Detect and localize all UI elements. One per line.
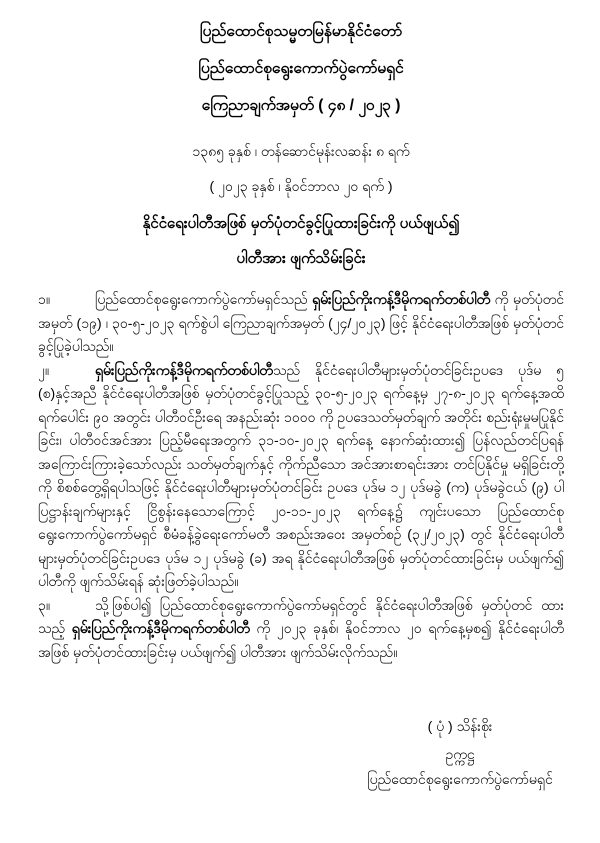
paragraph-1-text-cont: ကို မှတ်ပုံတင်အမှတ် (၁၉) ၊ ၃၀-၅-၂၀၂၃ ရက်စွဲပါ ကြေညာချက်အမှတ် (၂၄/၂၀၂၃) ဖြင့် နိုင်ငံရေးပါတီအဖြစ် မှတ်ပုံတင်ခွင့်ပြုခဲ့ပါသည်။ <box>38 291 564 354</box>
paragraph-2-number: ၂။ <box>38 361 50 378</box>
paragraph-1-number: ၁။ <box>38 291 51 307</box>
subject-line-2: ပါတီအား ဖျက်သိမ်းခြင်း <box>236 250 366 267</box>
announcement-number: ကြေညာချက်အမှတ် ( ၄၈ / ၂၀၂၃ ) <box>201 97 401 114</box>
paragraph-3-text: သို့ဖြစ်ပါ၍ ပြည်ထောင်စုရွေးကောက်ပွဲကော်မရှင်တွင် နိုင်ငံရေးပါတီအဖြစ် မှတ်ပုံတင် ထားသည့် <box>38 596 564 636</box>
paragraph-3-text-cont: ကို ၂၀၂၃ ခုနှစ်၊ နိုဝင်ဘာလ ၂၀ ရက်နေ့မှစ၍ နိုင်ငံရေးပါတီအဖြစ် မှတ်ပုံတင်ထားခြင်းမှ ပယ်ဖျက်၍ ပါတီအား ဖျက်သိမ်းလိုက်သည်။ <box>38 620 564 660</box>
commission-title: ပြည်ထောင်စုရွေးကောက်ပွဲကော်မရှင် <box>198 60 404 77</box>
document-body <box>38 288 564 664</box>
party-name-bold: ရှမ်းပြည်ကိုးကန့်ဒီမိုကရက်တစ်ပါတီ <box>312 291 491 307</box>
paragraph-1-text: ပြည်ထောင်စုရွေးကောက်ပွဲကော်မရှင်သည် <box>95 291 313 307</box>
gregorian-date: ( ၂၀၂၃ ခုနှစ် ၊ နိုဝင်ဘာလ ၂၀ ရက် ) <box>209 178 393 194</box>
paragraph-1 <box>38 288 564 359</box>
signature-organization: ပြည်ထောင်စုရွေးကောက်ပွဲကော်မရှင် <box>367 771 553 787</box>
party-name-bold: ရှမ်းပြည်ကိုးကန့်ဒီမိုကရက်တစ်ပါတီ <box>95 361 273 378</box>
paragraph-2 <box>38 359 564 594</box>
signature-block <box>330 714 590 792</box>
party-name-bold: ရှမ်းပြည်ကိုးကန့်ဒီမိုကရက်တစ်ပါတီ <box>71 620 250 636</box>
paragraph-3-number: ၃။ <box>38 596 51 613</box>
national-title: ပြည်ထောင်စုသမ္မတမြန်မာနိုင်ငံတော် <box>199 23 403 40</box>
signature-position: ဥက္ကဋ္ဌ <box>445 746 475 762</box>
paragraph-3 <box>38 594 564 665</box>
myanmar-era-date: ၁၃၈၅ ခုနှစ် ၊ တန်ဆောင်မုန်းလဆန်း ၈ ရက် <box>192 143 410 159</box>
subject-line-1: နိုင်ငံရေးပါတီအဖြစ် မှတ်ပုံတင်ခွင့်ပြုထားခြင်းကို ပယ်ဖျယ်၍ <box>142 215 460 232</box>
signature-name: ( ပုံ ) သိန်းစိုး <box>427 718 493 734</box>
paragraph-2-text: သည် နိုင်ငံရေးပါတီများမှတ်ပုံတင်ခြင်းဥပဒေ ပုဒ်မ ၅ (စ)နှင့်အညီ နိုင်ငံရေးပါတီအဖြစ် မှတ်ပုံတင်ခွင့်ပြုသည့် ၃၀-၅-၂၀၂၃ ရက်နေ့မှ ၂၇-၈-၂၀၂၃ ရက်နေ့အထိ ရက်ပေါင်း ၉၀ အတွင်း ပါတီဝင်ဦးရေ အနည်းဆုံး ၁၀၀၀ ကို ဥပဒေသတ်မှတ်ချက် အတိုင်း စည်းရုံးမှုမပြုနိုင်ခြင်း၊ ပါတီဝင်အင်အား ပြည့်မီရေးအတွက် ၃၁-၁၀-၂၀၂၃ ရက်နေ့ နောက်ဆုံးထား၍ ပြန်လည်တင်ပြရန် အကြောင်းကြားခဲ့သော်လည်း သတ်မှတ်ချက်နှင့် ကိုက်ညီသော အင်အားစာရင်းအား တင်ပြနိုင်မှု မရှိခြင်းတို့ကို စိစစ်တွေ့ရှိရပါသဖြင့် နိုင်ငံရေးပါတီများမှတ်ပုံတင်ခြင်း ဥပဒေ ပုဒ်မ ၁၂ ပုဒ်မခွဲ (က) ပုဒ်မခွဲငယ် (၉) ပါ ပြဋ္ဌာန်းချက်များနှင့် ငြိစွန်းနေသောကြောင့် ၂၀-၁၁-၂၀၂၃ ရက်နေ့၌ ကျင်းပသော ပြည်ထောင်စုရွေးကောက်ပွဲကော်မရှင် စီမံခန့်ခွဲရေးကော်မတီ အစည်းအဝေး အမှတ်စဉ် (၃၂/၂၀၂၃) တွင် နိုင်ငံရေးပါတီများမှတ်ပုံတင်ခြင်းဥပဒေ ပုဒ်မ ၁၂ ပုဒ်မခွဲ (ခ) အရ နိုင်ငံရေးပါတီအဖြစ် မှတ်ပုံတင်ထားခြင်းမှ ပယ်ဖျက်၍ ပါတီကို ဖျက်သိမ်းရန် ဆုံးဖြတ်ခဲ့ပါသည်။ <box>38 361 564 589</box>
